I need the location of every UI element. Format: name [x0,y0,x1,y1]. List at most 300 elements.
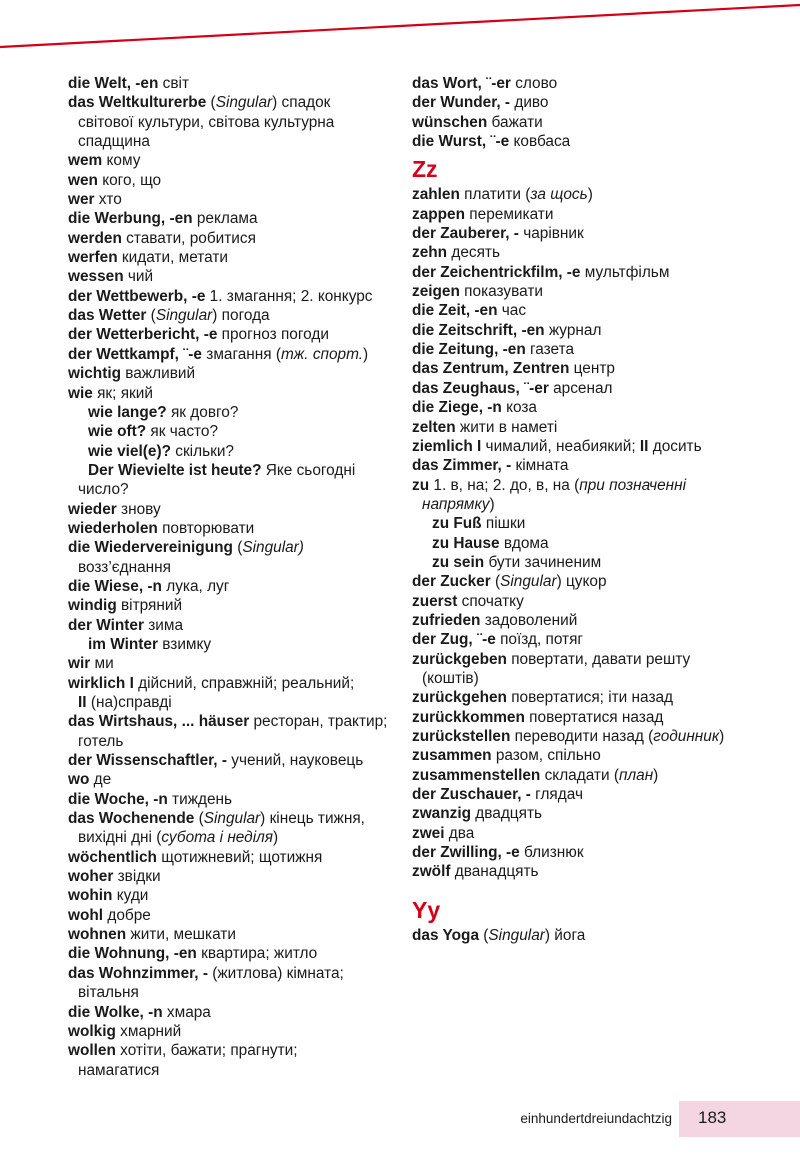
translation: диво [510,94,549,112]
translation: возз’єднання [78,558,171,576]
headword: wöchentlich [68,848,157,866]
dictionary-entry [68,944,398,963]
dictionary-entry [412,708,792,727]
headword: zu [412,476,430,494]
dictionary-entry [68,403,398,422]
translation: ) [489,495,495,513]
translation: реклама [192,210,258,228]
dictionary-entry [412,669,792,688]
translation: кому [102,152,141,170]
headword: das Wochenende [68,810,195,828]
headword: wolkig [68,1022,116,1040]
translation: знову [116,500,161,518]
section-w-continued [412,74,792,151]
translation: дійсний, справжній; реальний; [133,674,355,692]
dictionary-entry [412,727,792,746]
headword: im Winter [88,635,158,653]
dictionary-entry [412,534,792,553]
headword: das Zentrum, Zentren [412,360,570,378]
dictionary-entry [412,476,792,495]
translation: як довго? [166,403,239,421]
translation: хмара [162,1003,211,1021]
dictionary-entry [68,577,398,596]
dictionary-entry [412,205,792,224]
dictionary-entry [412,282,792,301]
headword: zusammen [412,747,492,765]
translation: прогноз погоди [217,326,329,344]
translation: світ [158,75,189,92]
grammar-note: Singular [215,94,273,112]
translation: хто [94,191,122,209]
dictionary-entry [412,379,792,398]
headword: zusammenstellen [412,766,541,784]
translation: досить [648,437,702,455]
dictionary-entry [412,611,792,630]
translation: показувати [459,283,543,301]
translation: де [89,771,112,789]
grammar-note: годинник [653,728,720,745]
dictionary-entry [68,287,398,306]
translation: кидати, метати [117,249,228,267]
headword: wessen [68,268,124,286]
headword: die Wiedervereinigung [68,539,233,557]
headword: das Wirtshaus, ... häuser [68,713,250,731]
section-letter-y: Yy [412,896,441,923]
headword: zuerst [412,592,458,610]
dictionary-entry [412,418,792,437]
translation: близнюк [519,844,584,862]
headword: das Yoga [412,926,480,944]
dictionary-entry [68,325,398,344]
translation: взимку [157,635,212,653]
dictionary-entry [68,674,398,693]
translation: складати ( [540,766,619,784]
dictionary-entry [412,926,792,945]
translation: ресторан, трактир; [249,713,388,731]
translation: (на)справді [86,694,172,711]
headword: die Wurst, ¨-e [412,133,510,151]
translation: хотіти, бажати; прагнути; [115,1042,298,1060]
headword: zappen [412,205,466,223]
dictionary-entry [68,113,398,132]
headword: wohnen [68,926,127,944]
dictionary-entry [68,732,398,751]
dictionary-entry [412,321,792,340]
translation: ( [194,810,204,828]
dictionary-entry [68,171,398,190]
headword: woher [68,868,114,886]
dictionary-entry [412,437,792,456]
dictionary-entry [412,456,792,475]
dictionary-entry [68,1041,398,1060]
translation: чий [123,268,154,286]
translation: поїзд, потяг [495,631,584,649]
dictionary-entry [412,630,792,649]
dictionary-entry [68,480,398,499]
headword: windig [68,597,117,615]
headword: wohl [68,906,104,924]
headword: ziemlich I [412,437,482,455]
dictionary-entry [68,461,398,480]
dictionary-entry [68,654,398,673]
headword: Der Wievielte ist heute? [88,461,262,479]
headword: die Ziege, -n [412,399,502,417]
headword: der Zuschauer, - [412,786,531,804]
translation: кімната [511,457,569,475]
dictionary-entry [68,345,398,364]
dictionary-entry [68,790,398,809]
dictionary-entry [68,1061,398,1080]
dictionary-entry [68,770,398,789]
translation: важливий [121,365,196,383]
translation: повертатися; іти назад [506,689,674,707]
grammar-note: Singular [155,307,213,325]
dictionary-entry [68,616,398,635]
headword: wo [68,771,90,789]
dictionary-entry [412,514,792,533]
translation: разом, спільно [491,747,601,765]
translation: намагатися [78,1061,160,1079]
translation: число? [78,481,129,499]
translation: слово [510,75,558,92]
translation: хмарний [115,1022,182,1040]
translation: вихідні дні ( [78,829,162,847]
dictionary-entry [412,301,792,320]
headword: der Wunder, - [412,94,511,112]
dictionary-entry [68,712,398,731]
dictionary-entry [68,422,398,441]
headword: zwei [412,824,445,842]
translation: ) [587,186,593,204]
headword: wichtig [68,365,122,383]
headword: wen [68,171,98,189]
translation: мультфільм [580,263,670,281]
dictionary-entry [68,519,398,538]
dictionary-entry [412,74,792,93]
dictionary-entry [68,364,398,383]
translation: лука, луг [161,577,230,595]
dictionary-entry [412,263,792,282]
translation: ( [146,307,156,325]
headword: die Werbung, -en [68,210,193,228]
grammar-note: напрямку [422,495,490,513]
headword: das Wort, ¨-er [412,75,511,92]
headword: zu Hause [432,534,500,552]
headword: II [78,694,87,711]
translation: (коштів) [422,669,479,687]
translation: чималий, неабиякий; [481,437,640,455]
headword: der Zauberer, - [412,225,519,243]
dictionary-entry [412,340,792,359]
headword: die Zeit, -en [412,302,498,320]
translation: чарівник [518,225,584,243]
dictionary-entry [68,442,398,461]
grammar-note: при позначенні [579,476,686,494]
dictionary-entry [412,243,792,262]
translation: десять [447,244,500,262]
translation: ( [479,926,489,944]
dictionary-entry [412,746,792,765]
dictionary-entry [68,925,398,944]
translation: дванадцять [450,863,539,881]
dictionary-entry [412,495,792,514]
translation: ) погода [212,307,270,325]
translation: ) йога [544,926,586,944]
dictionary-entry [68,886,398,905]
dictionary-entry [68,1022,398,1041]
translation: переводити назад ( [510,728,654,745]
translation: як часто? [146,423,219,441]
translation: вдома [499,534,549,552]
translation: (житлова) кімната; [207,964,344,982]
dictionary-entry [68,983,398,1002]
dictionary-entry [412,93,792,112]
translation: ковбаса [509,133,571,151]
dictionary-entry [68,306,398,325]
dictionary-entry [68,848,398,867]
dictionary-entry [68,635,398,654]
dictionary-entry [68,1003,398,1022]
translation: жити в наметі [455,418,558,436]
translation: ми [90,655,114,673]
translation: бути зачиненим [484,553,602,571]
left-column [68,74,398,1080]
dictionary-entry [412,553,792,572]
headword: zurückgehen [412,689,507,707]
dictionary-entry [412,592,792,611]
headword: der Winter [68,616,144,634]
translation: коза [501,399,537,417]
translation: як; який [92,384,153,402]
headword: wirklich I [68,674,134,692]
dictionary-entry [68,93,398,112]
headword: wieder [68,500,117,518]
headword: zeigen [412,283,460,301]
dictionary-entry [412,398,792,417]
page-number: 183 [698,1108,727,1127]
dictionary-entry [412,785,792,804]
headword: zahlen [412,186,460,204]
headword: das Zimmer, - [412,457,512,475]
section-y-entries [412,926,792,945]
headword: der Wetterbericht, -e [68,326,218,344]
translation: ( [206,94,216,112]
translation: повторювати [157,519,255,537]
headword: zwölf [412,863,451,881]
translation: кого, що [97,171,162,189]
translation: арсенал [548,379,613,397]
grammar-note: Singular) [242,539,304,557]
translation: центр [569,360,615,378]
dictionary-entry [412,224,792,243]
headword: wir [68,655,91,673]
headword: der Zeichentrickfilm, -e [412,263,581,281]
dictionary-entry [68,151,398,170]
translation: Яке сьогодні [261,461,356,479]
translation: добре [103,906,151,924]
dictionary-entry [68,248,398,267]
grammar-note: за щось [530,186,588,204]
headword: das Wetter [68,307,147,325]
headword: die Woche, -n [68,790,168,808]
translation: спадщина [78,133,150,151]
headword: zurückstellen [412,728,511,745]
dictionary-entry [68,190,398,209]
header-rule [0,0,800,60]
headword: wem [68,152,103,170]
section-letter-z: Zz [412,156,438,183]
headword: das Weltkulturerbe [68,94,207,112]
translation: ) [653,766,659,784]
section-z-entries [412,185,792,881]
headword: der Zwilling, -e [412,844,520,862]
translation: двадцять [471,805,543,823]
dictionary-entry [68,558,398,577]
headword: die Welt, -en [68,75,159,92]
translation: куди [112,887,149,905]
headword: zelten [412,418,456,436]
translation: два [444,824,475,842]
headword: die Wiese, -n [68,577,162,595]
dictionary-entry [412,572,792,591]
dictionary-entry [412,113,792,132]
translation: ( [490,573,501,591]
headword: wie [68,384,93,402]
headword: wünschen [412,113,488,131]
dictionary-entry [68,751,398,770]
translation: спочатку [457,592,524,610]
headword: zehn [412,244,448,262]
translation: 1. в, на; 2. до, в, на ( [429,476,580,494]
translation: вітряний [116,597,183,615]
dictionary-entry [68,209,398,228]
translation: бажати [487,113,543,131]
headword: werden [68,229,122,247]
translation: газета [525,341,575,359]
translation: ) кінець тижня, [260,810,365,828]
translation: щотижневий; щотижня [156,848,323,866]
translation: звідки [113,868,161,886]
translation: ) [719,728,725,745]
translation: повертатися назад [524,708,664,726]
translation: змагання ( [201,345,282,363]
translation: час [497,302,527,320]
dictionary-entry [68,538,398,557]
translation: задоволений [480,611,578,629]
dictionary-entry [68,964,398,983]
dictionary-entry [68,906,398,925]
headword: die Zeitung, -en [412,341,526,359]
headword: zurückkommen [412,708,525,726]
dictionary-entry [68,500,398,519]
grammar-note: Singular [488,926,545,944]
dictionary-entry [412,862,792,881]
translation: ( [232,539,243,557]
translation: ) цукор [556,573,607,591]
translation: ставати, робитися [121,229,256,247]
dictionary-entry [68,74,398,93]
translation: квартира; житло [196,945,318,963]
translation: журнал [544,321,602,339]
grammar-note: Singular [203,810,261,828]
headword: wiederholen [68,519,158,537]
dictionary-entry [412,650,792,669]
headword: der Wettbewerb, -e [68,287,206,305]
grammar-note: Singular [500,573,557,591]
translation: повертати, давати решту [506,650,691,668]
page-number-word: einhundertdreiundachtzig [520,1111,672,1126]
translation: світової культури, світова культурна [78,113,335,131]
headword: die Zeitschrift, -en [412,321,545,339]
dictionary-entry [412,843,792,862]
headword: wollen [68,1042,116,1060]
translation: ) [273,829,279,847]
translation: тиждень [167,790,233,808]
headword: das Zeughaus, ¨-er [412,379,549,397]
dictionary-entry [412,804,792,823]
headword: die Wolke, -n [68,1003,163,1021]
headword: der Wissenschaftler, - [68,752,227,770]
dictionary-entry [68,596,398,615]
dictionary-entry [68,828,398,847]
headword: wer [68,191,95,209]
headword: zu sein [432,553,485,571]
translation: ) [363,345,369,363]
right-column [412,74,792,945]
translation: жити, мешкати [126,926,236,944]
headword: zu Fuß [432,515,482,533]
grammar-note: субота і неділя [161,829,274,847]
headword: zurückgeben [412,650,507,668]
translation: скільки? [170,442,234,460]
headword: das Wohnzimmer, - [68,964,208,982]
translation: вітальня [78,984,139,1002]
translation: платити ( [459,186,531,204]
dictionary-entry [412,766,792,785]
dictionary-entry [412,132,792,151]
translation: учений, науковець [226,752,364,770]
dictionary-entry [68,809,398,828]
headword: der Wettkampf, ¨-e [68,345,202,363]
translation: 1. змагання; 2. конкурс [205,287,373,305]
dictionary-entry [68,693,398,712]
dictionary-entry [68,867,398,886]
headword: II [639,437,649,455]
dictionary-entry [412,185,792,204]
translation: готель [78,732,124,750]
dictionary-entry [412,688,792,707]
dictionary-entry [412,359,792,378]
grammar-note: план [618,766,654,784]
headword: wohin [68,887,113,905]
headword: die Wohnung, -en [68,945,197,963]
translation: ) спадок [272,94,331,112]
headword: der Zug, ¨-e [412,631,496,649]
dictionary-entry [68,267,398,286]
headword: zufrieden [412,611,481,629]
translation: пішки [481,515,526,533]
translation: глядач [530,786,583,804]
headword: werfen [68,249,118,267]
headword: wie oft? [88,423,147,441]
dictionary-entry [412,824,792,843]
dictionary-entry [68,132,398,151]
grammar-note: тж. спорт. [281,345,364,363]
translation: зима [143,616,184,634]
dictionary-entry [68,384,398,403]
headword: wie lange? [88,403,167,421]
translation: перемикати [465,205,554,223]
